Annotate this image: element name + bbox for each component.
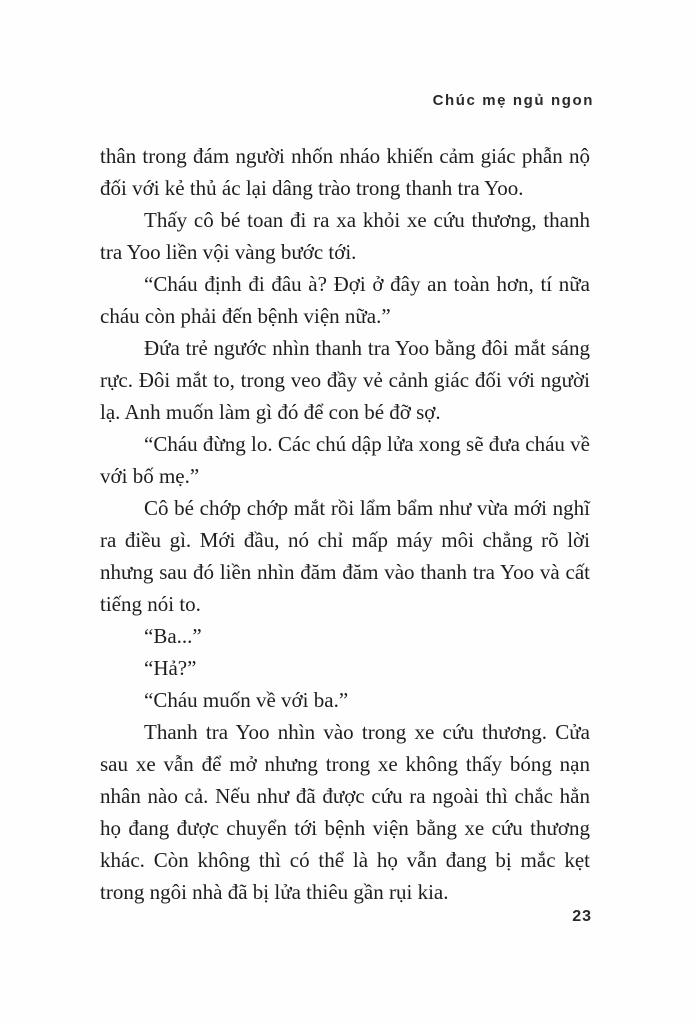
paragraph: thân trong đám người nhốn nháo khiến cảm giác phẫn nộ đối với kẻ thủ ác lại dâng trào trong thanh tra Yoo. [100, 144, 590, 200]
paragraph: “Hả?” [144, 656, 197, 680]
page-number: 23 [572, 908, 592, 925]
paragraph: Thấy cô bé toan đi ra xa khỏi xe cứu thương, thanh tra Yoo liền vội vàng bước tới. [100, 208, 590, 264]
paragraph: Thanh tra Yoo nhìn vào trong xe cứu thương. Cửa sau xe vẫn để mở nhưng trong xe không thấy bóng nạn nhân nào cả. Nếu như đã được cứu ra ngoài thì chắc hẳn họ đang được chuyển tới bệnh viện bằng xe cứu thương khác. Còn không thì có thể là họ vẫn đang bị mắc kẹt trong ngôi nhà đã bị lửa thiêu gần rụi kia. [100, 720, 590, 904]
paragraph: “Cháu muốn về với ba.” [144, 688, 349, 712]
running-header-title: Chúc mẹ ngủ ngon [432, 92, 594, 109]
paragraph: Đứa trẻ ngước nhìn thanh tra Yoo bằng đôi mắt sáng rực. Đôi mắt to, trong veo đầy vẻ cảnh giác đối với người lạ. Anh muốn làm gì đó để con bé đỡ sợ. [100, 336, 590, 424]
body-text [100, 140, 590, 908]
paragraph: “Cháu đừng lo. Các chú dập lửa xong sẽ đưa cháu về với bố mẹ.” [100, 432, 590, 488]
paragraph: “Ba...” [144, 624, 202, 648]
paragraph: Cô bé chớp chớp mắt rồi lẩm bẩm như vừa mới nghĩ ra điều gì. Mới đầu, nó chỉ mấp máy môi chẳng rõ lời nhưng sau đó liền nhìn đăm đăm vào thanh tra Yoo và cất tiếng nói to. [100, 496, 590, 616]
paragraph: “Cháu định đi đâu à? Đợi ở đây an toàn hơn, tí nữa cháu còn phải đến bệnh viện nữa.” [100, 272, 590, 328]
